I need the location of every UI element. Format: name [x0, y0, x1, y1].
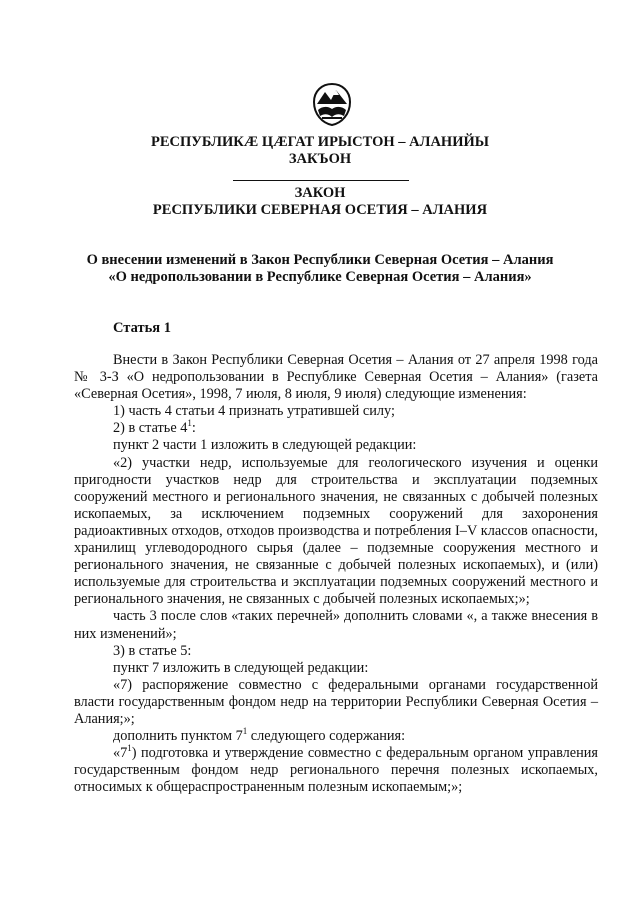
- paragraph-text: дополнить пунктом 7: [113, 728, 243, 745]
- superscript: 1: [242, 726, 248, 737]
- paragraph-text: ) подготовка и утверждение совместно с федеральным органом управления государственным фондом недр регионального перечня полезных ископаемых, относимых к общераспространенным полезным ископаемым;»;: [74, 745, 598, 796]
- coat-of-arms-emblem-icon: [312, 82, 352, 126]
- paragraph: часть 3 после слов «таких перечней» дополнить словами «, а также внесения в них изменений»;: [74, 608, 598, 642]
- paragraph: «2) участки недр, используемые для геологического изучения и оценки пригодности участков недр для строительства и эксплуатации подземных сооружений местного и регионального значения, не связанных с добычей полезных ископаемых, за исключением подземных сооружений для захоронения радиоактивных отходов, отходов производства и потребления I–V классов опасности, хранилищ углеводородного сырья (далее – подземные сооружения местного и регионального значения, не связанные с добычей полезных ископаемых), и (или) используемые для строительства и эксплуатации подземных сооружений местного и регионального значения, не связанных с добычей полезных ископаемых;»;: [74, 454, 598, 608]
- paragraph: пункт 2 части 1 изложить в следующей редакции:: [113, 437, 417, 454]
- paragraph-suffix: :: [191, 420, 196, 437]
- superscript: 1: [187, 418, 192, 429]
- paragraph: [74, 420, 598, 437]
- article-body: [74, 352, 598, 796]
- republic-name-russian: РЕСПУБЛИКИ СЕВЕРНАЯ ОСЕТИЯ – АЛАНИЯ: [152, 202, 488, 218]
- law-title-line-2: «О недропользовании в Республике Северная Осетия – Алания»: [108, 269, 532, 285]
- paragraph: [74, 728, 598, 745]
- paragraph: 1) часть 4 статьи 4 признать утратившей силу;: [113, 403, 395, 420]
- article-heading: Статья 1: [113, 320, 171, 336]
- paragraph: пункт 7 изложить в следующей редакции:: [113, 659, 369, 676]
- paragraph: [74, 745, 598, 796]
- republic-name-ossetian: РЕСПУБЛИКÆ ЦÆГАТ ИРЫСТОН – АЛАНИЙЫ: [151, 134, 489, 150]
- paragraph: «7) распоряжение совместно с федеральными органами государственной власти государственным фондом недр на территории Республики Северная Осетия – Алания;»;: [74, 676, 598, 727]
- law-word-russian: ЗАКОН: [294, 185, 346, 201]
- paragraph-text: 2) в статье 4: [113, 420, 188, 437]
- paragraph-text: следующего содержания:: [247, 728, 406, 745]
- superscript: 1: [127, 743, 132, 754]
- paragraph: 3) в статье 5:: [113, 642, 192, 659]
- paragraph-text: «7: [113, 745, 128, 762]
- law-word-ossetian: ЗАКЪОН: [288, 151, 352, 167]
- paragraph: Внести в Закон Республики Северная Осетия – Алания от 27 апреля 1998 года № 3-З «О недропользовании в Республике Северная Осетия – Алания» (газета «Северная Осетия», 1998, 7 июля, 8 июля, 9 июля) следующие изменения:: [74, 352, 598, 403]
- law-title-line-1: О внесении изменений в Закон Республики Северная Осетия – Алания: [86, 252, 554, 268]
- header-divider: [233, 180, 409, 181]
